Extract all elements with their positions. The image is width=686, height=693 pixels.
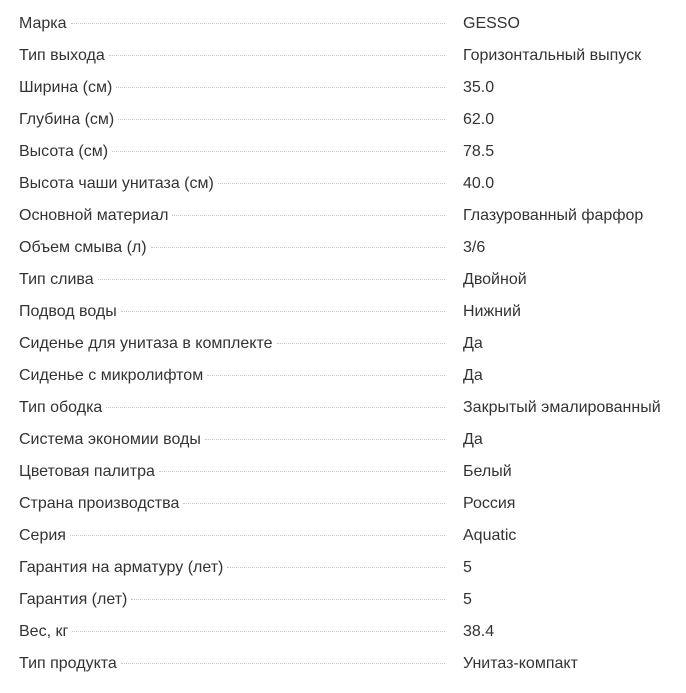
spec-row (0, 392, 686, 424)
spec-label: Вес, кг (19, 616, 72, 648)
spec-label: Серия (19, 520, 70, 552)
spec-value: Да (463, 431, 483, 448)
spec-row (0, 488, 686, 520)
spec-row (0, 360, 686, 392)
spec-value: 35.0 (463, 79, 495, 96)
spec-value: 5 (463, 591, 472, 608)
dotted-leader (159, 471, 445, 472)
spec-label: Тип выхода (19, 40, 109, 72)
dotted-leader (172, 215, 445, 216)
spec-label-cell (0, 200, 445, 232)
spec-label-cell (0, 168, 445, 200)
specs-table (0, 8, 686, 680)
spec-label: Цветовая палитра (19, 456, 159, 488)
spec-value: Унитаз-компакт (463, 655, 578, 672)
spec-value: Да (463, 367, 483, 384)
spec-label: Глубина (см) (19, 104, 118, 136)
spec-row (0, 296, 686, 328)
spec-label-cell (0, 232, 445, 264)
spec-label-cell (0, 296, 445, 328)
spec-row (0, 552, 686, 584)
spec-value: 3/6 (463, 239, 486, 256)
dotted-leader (72, 631, 445, 632)
spec-value: Горизонтальный выпуск (463, 47, 642, 64)
spec-label-cell (0, 424, 445, 456)
spec-label-cell (0, 520, 445, 552)
spec-row (0, 456, 686, 488)
spec-row (0, 264, 686, 296)
spec-value: 40.0 (463, 175, 495, 192)
spec-value: 62.0 (463, 111, 495, 128)
dotted-leader (207, 375, 445, 376)
dotted-leader (109, 55, 445, 56)
spec-row (0, 616, 686, 648)
spec-label-cell (0, 328, 445, 360)
spec-row (0, 648, 686, 680)
dotted-leader (121, 311, 445, 312)
dotted-leader (183, 503, 445, 504)
spec-label: Гарантия на арматуру (лет) (19, 552, 227, 584)
spec-label: Тип слива (19, 264, 98, 296)
spec-label: Высота чаши унитаза (см) (19, 168, 218, 200)
spec-label-cell (0, 104, 445, 136)
spec-label: Высота (см) (19, 136, 112, 168)
spec-label: Страна производства (19, 488, 183, 520)
spec-label-cell (0, 72, 445, 104)
spec-row (0, 8, 686, 40)
spec-label-cell (0, 360, 445, 392)
dotted-leader (98, 279, 445, 280)
dotted-leader (71, 23, 445, 24)
spec-row (0, 232, 686, 264)
spec-label: Марка (19, 8, 71, 40)
spec-label: Объем смыва (л) (19, 232, 151, 264)
dotted-leader (218, 183, 445, 184)
spec-value: 38.4 (463, 623, 495, 640)
spec-label-cell (0, 264, 445, 296)
spec-label: Подвод воды (19, 296, 121, 328)
spec-row (0, 40, 686, 72)
spec-row (0, 200, 686, 232)
spec-row (0, 584, 686, 616)
spec-label: Гарантия (лет) (19, 584, 131, 616)
dotted-leader (227, 567, 445, 568)
dotted-leader (70, 535, 445, 536)
spec-row (0, 104, 686, 136)
spec-value: Закрытый эмалированный (463, 399, 661, 416)
dotted-leader (277, 343, 446, 344)
spec-label: Основной материал (19, 200, 172, 232)
spec-value: 78.5 (463, 143, 495, 160)
spec-label-cell (0, 8, 445, 40)
spec-row (0, 168, 686, 200)
dotted-leader (118, 119, 445, 120)
spec-value: Нижний (463, 303, 521, 320)
dotted-leader (131, 599, 445, 600)
spec-value: Aquatic (463, 527, 517, 544)
spec-value: Белый (463, 463, 512, 480)
spec-row (0, 424, 686, 456)
spec-row (0, 520, 686, 552)
spec-value: Да (463, 335, 483, 352)
dotted-leader (112, 151, 445, 152)
spec-label: Сиденье с микролифтом (19, 360, 207, 392)
spec-label-cell (0, 488, 445, 520)
spec-label: Ширина (см) (19, 72, 116, 104)
spec-value: Двойной (463, 271, 527, 288)
spec-label-cell (0, 456, 445, 488)
spec-value: Россия (463, 495, 516, 512)
spec-label-cell (0, 648, 445, 680)
dotted-leader (151, 247, 445, 248)
spec-value: GESSO (463, 15, 520, 32)
spec-label-cell (0, 392, 445, 424)
spec-row (0, 72, 686, 104)
dotted-leader (205, 439, 445, 440)
dotted-leader (121, 663, 445, 664)
spec-label: Тип ободка (19, 392, 106, 424)
spec-label: Сиденье для унитаза в комплекте (19, 328, 277, 360)
dotted-leader (116, 87, 445, 88)
spec-label-cell (0, 40, 445, 72)
spec-label-cell (0, 552, 445, 584)
spec-label-cell (0, 136, 445, 168)
spec-value: 5 (463, 559, 472, 576)
spec-label: Система экономии воды (19, 424, 205, 456)
spec-row (0, 328, 686, 360)
spec-label-cell (0, 616, 445, 648)
spec-label: Тип продукта (19, 648, 121, 680)
spec-value: Глазурованный фарфор (463, 207, 644, 224)
dotted-leader (106, 407, 445, 408)
spec-row (0, 136, 686, 168)
spec-label-cell (0, 584, 445, 616)
